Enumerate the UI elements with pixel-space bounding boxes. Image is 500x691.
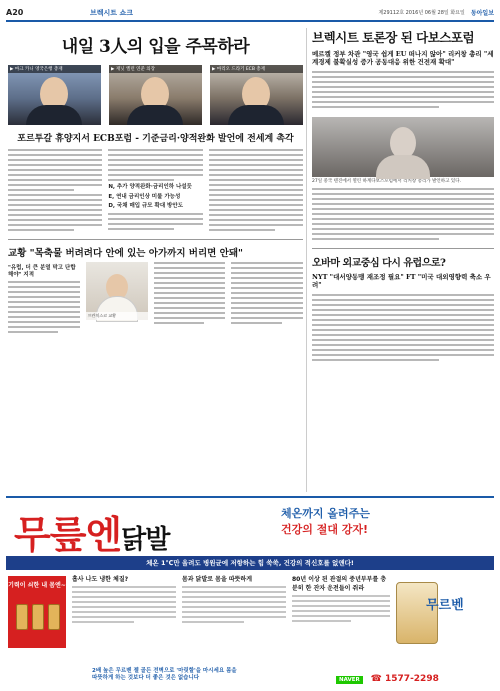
phone-number: ☎ 1577-2298 [370,674,439,684]
article-subhead: E, 연내 금리인상 미룰 가능성 [108,193,181,200]
ad-column: 몸과 닭발로 몸을 따뜻하게 [182,574,286,668]
header-rule [6,20,494,22]
article-body [8,149,303,234]
section-title: 브렉시트 쇼크 [90,8,134,17]
article-body [312,71,494,111]
ad-brand: 무릎엔닭발 [14,512,170,557]
main-subheadline: 포르투갈 휴양지서 ECB포럼 - 기준금리·양적완화 발언에 전세계 촉각 [17,134,294,144]
article-column [209,149,303,234]
obama-subhead: NYT "대서양동맹 재조정 필요" FT "미국 대외영향력 축소 우려" [312,272,491,290]
issue-info: 제29112호 2016년 06월 28일 화요일 [378,10,465,16]
article-column [108,149,202,234]
photo-caption: ▶ 마크 카니 영국은행 총재 [8,65,101,73]
photo-carney [8,65,101,125]
product-name: 무르벤 [426,598,464,613]
ad-column: 흡사 나도 냉한 체질? [72,574,176,668]
ad-slogan: 체온까지 올려주는 건강의 절대 강자! [281,507,370,536]
ad-contact [336,670,439,684]
main-headline: 내일 3人의 입을 주목하라 [61,37,250,57]
photo-caption: 27일 중국 텐진에서 열린 하계다보스포럼에서 리커창 총리가 발언하고 있다. [312,178,462,184]
ad-feature-box: 기력이 쇠한 내 몸엔~ [8,576,66,648]
jar-icon [16,604,28,630]
article-column [8,262,80,336]
photo-draghi [210,65,303,125]
pope-quote: "유럽, 더 큰 분열 막고 단합해야" 지적 [8,265,76,278]
forum-photo [312,117,494,177]
article-column [154,262,226,336]
article-subhead: N, 추가 양적완화·금리인하 나설듯 [108,184,192,190]
ad-footer-note: 2배 높은 무르벤 젤 골든 전벽으로 '마릿할'을 마시세요 몸을 따뜻하게 하는 것보다 더 좋은 것은 없습니다 [92,668,237,682]
newspaper-name: 동아일보 [470,10,494,17]
photo-yellen [109,65,202,125]
page-header [6,6,494,19]
brexit-headline: 브렉시트 토론장 된 다보스포럼 [312,30,475,45]
pope-headline: 교황 "목축물 버려려다 안에 있는 아가까지 버리면 안돼" [8,248,243,259]
side-stories [312,28,494,364]
product-bottle [396,582,438,644]
page-number: A20 [6,8,24,17]
article-column [231,262,303,336]
obama-headline: 오바마 외교중심 다시 유럽으로? [312,257,446,269]
pope-story [8,262,303,336]
brexit-subhead: 메르켈 정부 차관 "영국 쉽게 EU 떠나지 않아" 리커창 총리 "세계경제 불확실성 증가 공동대응 위한 건전재 확대" [312,50,494,67]
photo-caption: ▶ 마리오 드라기 ECB 총재 [210,65,303,73]
photo-caption: 프란치스코 교황 [86,312,148,320]
ad-column: 80년 이상 된 관절의 중년부부를 충분히 한 잔자 운전들이 줘라 [292,574,390,668]
article-body [312,188,494,243]
divider [8,239,303,240]
article-body [312,294,494,364]
advertisement [6,496,494,686]
article-column [8,149,102,234]
naver-search-badge: NAVER [336,676,363,684]
pope-photo [86,262,148,320]
main-story [8,28,303,336]
photo-caption: ▶ 재닛 옐런 연준 의장 [109,65,202,73]
ad-tagline: 체온 1℃만 올려도 병원균에 저항하는 힘 쑥쑥, 건강의 적신호를 없앤다! [6,556,494,570]
jar-icon [32,604,44,630]
article-subhead: D, 국채 매입 규모 확대 방안도 [108,203,184,210]
ad-body [6,570,494,686]
ad-banner [6,498,494,556]
column-divider [306,28,307,492]
jar-icon [48,604,60,630]
photo-row [8,65,303,125]
divider [312,248,494,249]
